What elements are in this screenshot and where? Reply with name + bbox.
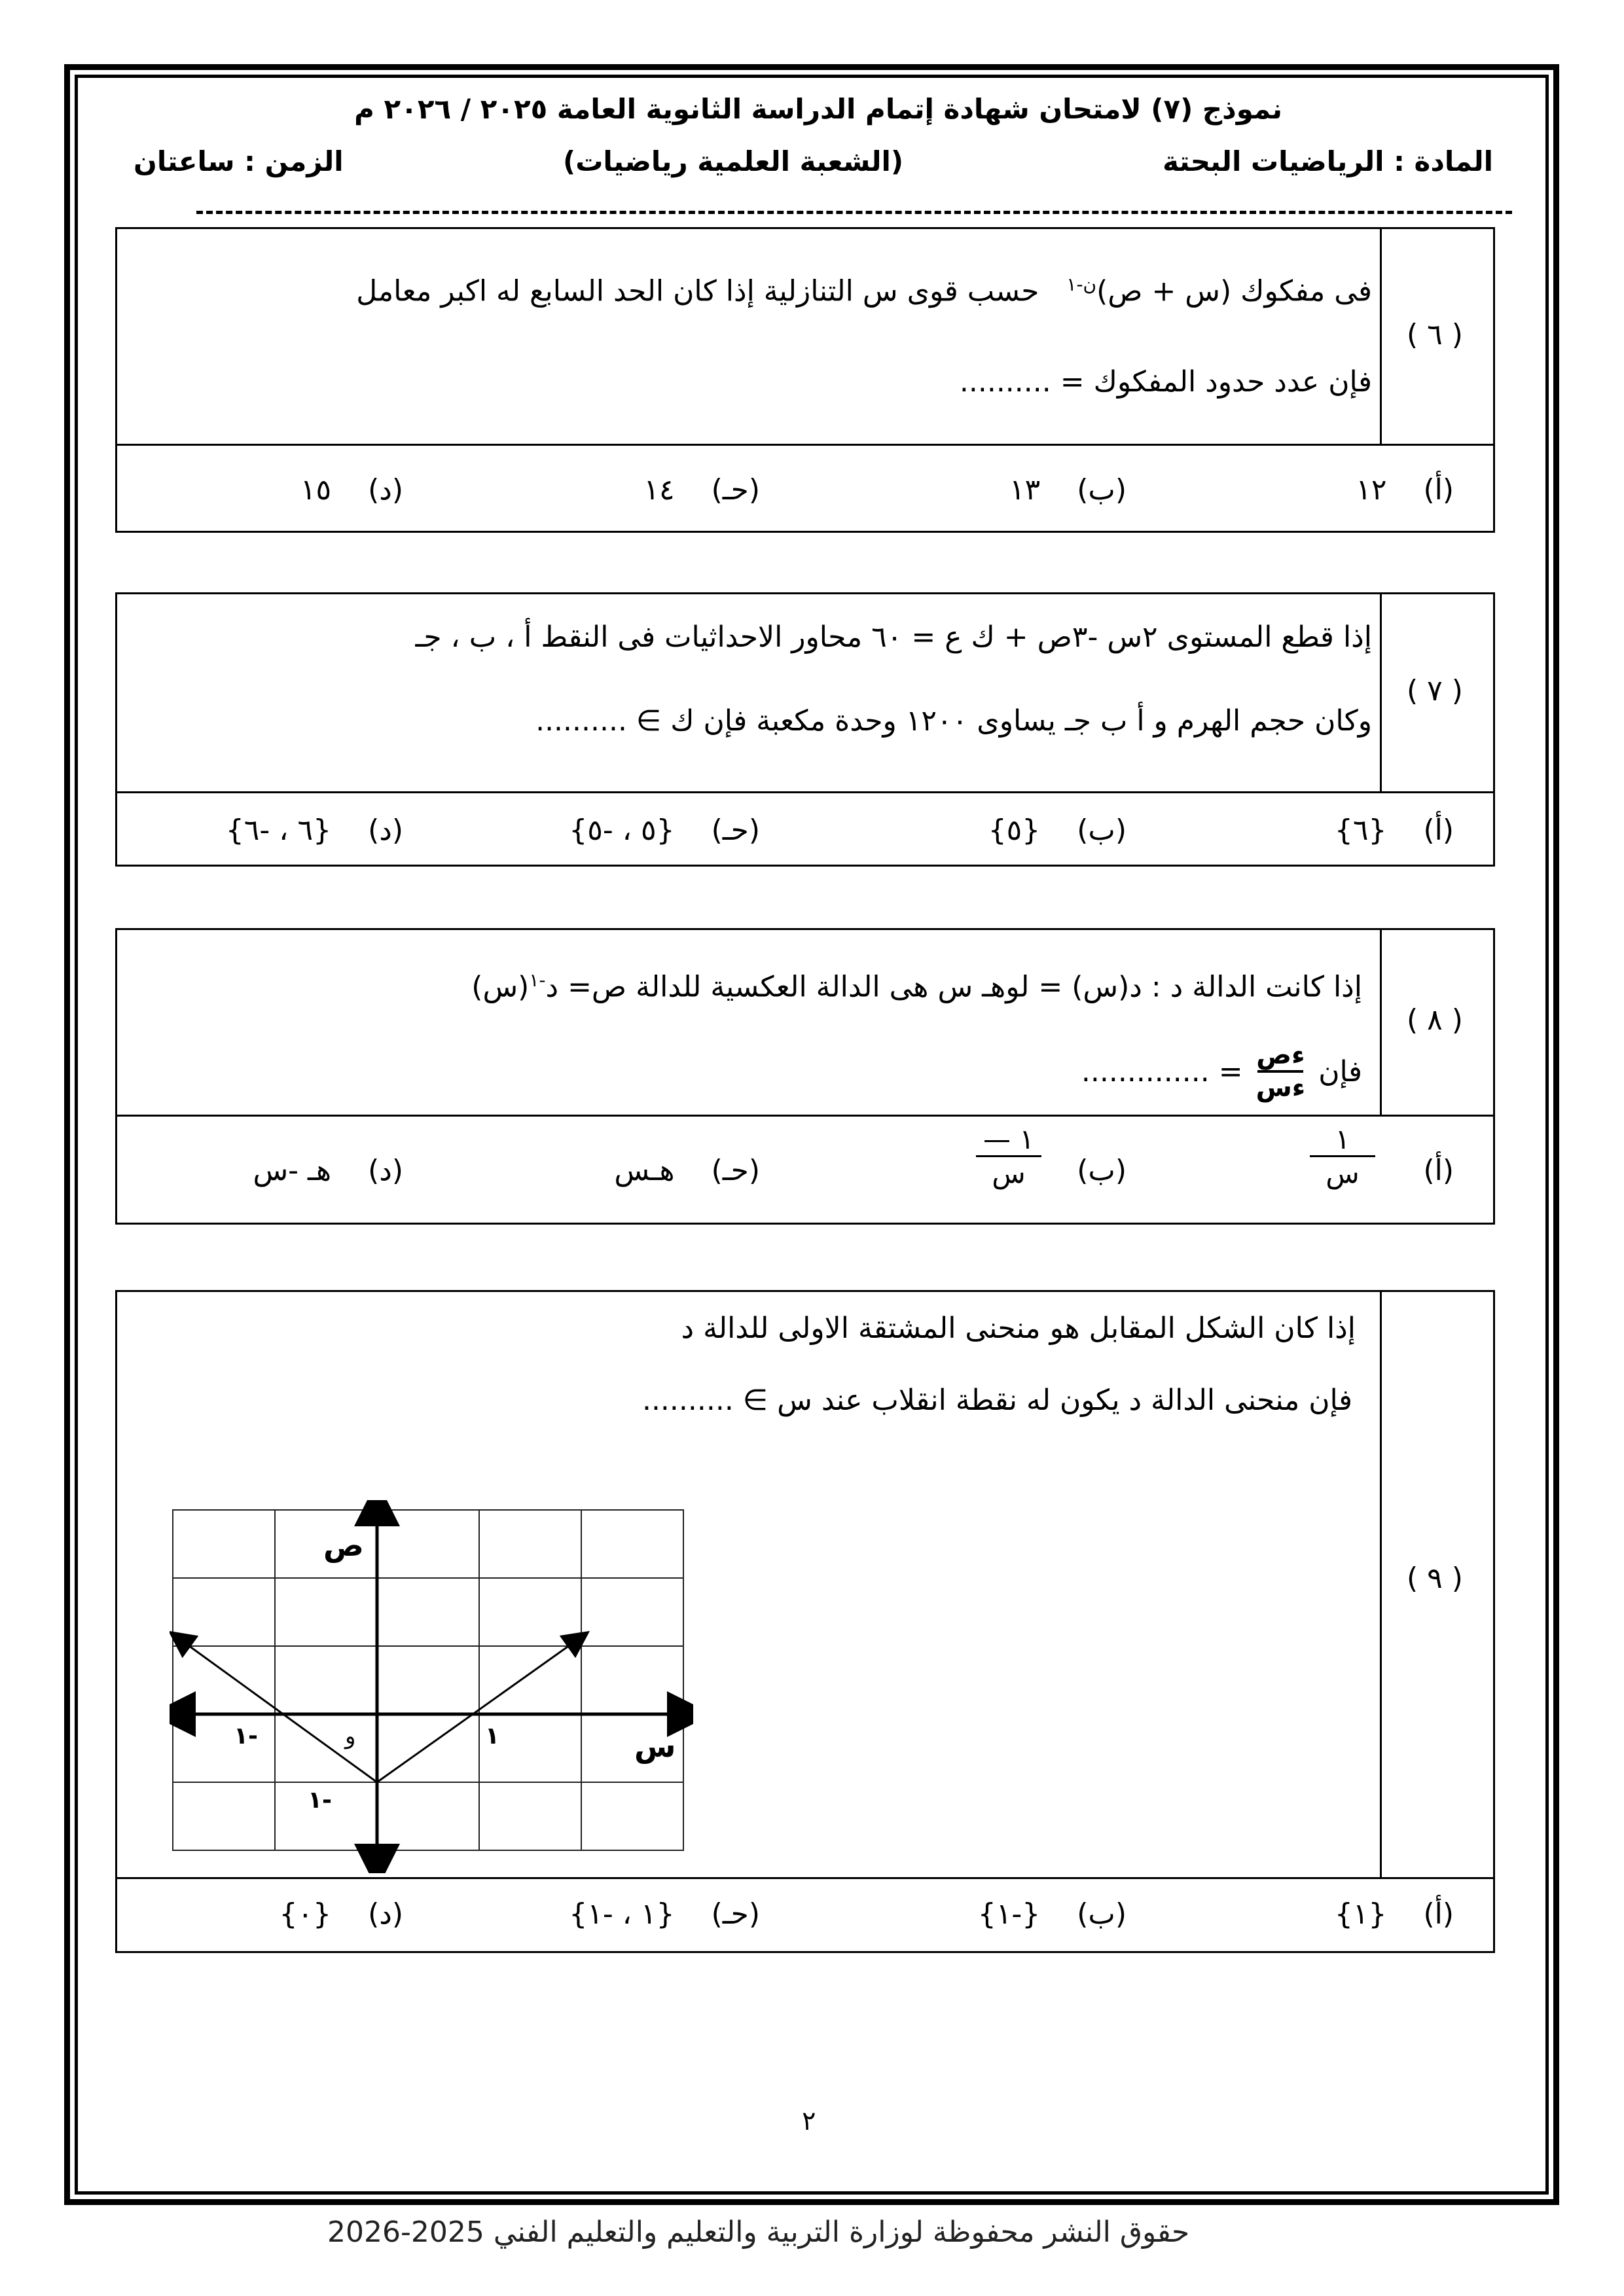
x-axis-label: س	[634, 1729, 676, 1764]
branch-label: (الشعبة العلمية رياضيات)	[563, 145, 904, 177]
question-text-line2: فإن عدد حدود المفكوك = ..........	[959, 365, 1372, 399]
question-text-line2: فإن منحنى الدالة د يكون له نقطة انقلاب عند س ∋ ..........	[641, 1384, 1352, 1417]
question-7	[115, 592, 1495, 867]
option-a[interactable]: (أ) {١}	[1334, 1897, 1454, 1931]
time-label: الزمن : ساعتان	[134, 145, 344, 177]
page-number: ٢	[802, 2106, 816, 2136]
question-text-line1: إذا كانت الدالة د : د(س) = لوهـ س هى الدالة العكسية للدالة ص= د$^{-١}$(س)	[471, 969, 1362, 1004]
option-c[interactable]: (حـ) هـس	[614, 1154, 760, 1187]
option-b[interactable]: (ب) {٥}	[988, 814, 1127, 847]
derivative-graph	[170, 1500, 693, 1873]
option-d[interactable]: (د) {٠}	[279, 1897, 403, 1931]
subject-label: المادة : الرياضيات البحتة	[1163, 145, 1493, 177]
option-b-fraction: ١ — س	[976, 1123, 1041, 1189]
x-pos-label: ١	[485, 1723, 499, 1749]
exam-title: نموذج (٧) لامتحان شهادة إتمام الدراسة الثانوية العامة ٢٠٢٥ / ٢٠٢٦ م	[354, 93, 1282, 125]
question-text-line1: فى مفكوك (س + ص)$^{ن-١}$ حسب قوى س التنازلية إذا كان الحد السابع له اكبر معامل	[356, 274, 1372, 308]
header-separator	[196, 211, 1512, 214]
question-text-line1: إذا قطع المستوى ٢س -٣ص + ك ع = ٦٠ محاور الاحداثيات فى النقط أ ، ب ، جـ	[415, 620, 1372, 654]
option-b[interactable]: (ب) ١٣	[1009, 473, 1127, 507]
question-8	[115, 928, 1495, 1225]
option-a[interactable]: (أ) {٦}	[1334, 814, 1454, 847]
question-text-line1: إذا كان الشكل المقابل هو منحنى المشتقة الاولى للدالة د	[681, 1312, 1356, 1345]
question-6	[115, 227, 1495, 533]
question-text-line2: فإن ءص ءس = ..............	[1081, 1040, 1362, 1103]
option-a-fraction: ١ س	[1310, 1123, 1375, 1189]
option-c[interactable]: (حـ) {٥ ، -٥}	[569, 814, 760, 847]
origin-label: و	[345, 1723, 356, 1749]
option-b-label[interactable]: (ب)	[1077, 1154, 1127, 1187]
question-number: ( ٨ )	[1407, 1003, 1463, 1037]
option-c[interactable]: (حـ) ١٤	[643, 473, 760, 507]
option-a[interactable]: (أ) ١٢	[1356, 473, 1454, 507]
x-neg-label: -١	[234, 1723, 258, 1749]
option-b[interactable]: (ب) {-١}	[977, 1897, 1127, 1931]
copyright-footer: حقوق النشر محفوظة لوزارة التربية والتعليم والتعليم الفني 2025-2026	[327, 2215, 1190, 2249]
option-d[interactable]: (د) {٦ ، -٦}	[225, 814, 403, 847]
y-neg-label: -١	[308, 1787, 332, 1814]
y-axis-label: ص	[323, 1528, 364, 1563]
question-number: ( ٦ )	[1407, 318, 1463, 351]
option-d[interactable]: (د) ١٥	[300, 473, 403, 507]
curve-right-branch	[377, 1639, 579, 1782]
question-9	[115, 1290, 1495, 1953]
option-c[interactable]: (حـ) {١ ، -١}	[569, 1897, 760, 1931]
question-number: ( ٧ )	[1407, 674, 1463, 708]
option-a-label[interactable]: (أ)	[1423, 1154, 1454, 1187]
option-d[interactable]: (د) هـ -س	[253, 1154, 403, 1187]
question-number: ( ٩ )	[1407, 1562, 1463, 1595]
question-text-line2: وكان حجم الهرم و أ ب جـ يساوى ١٢٠٠ وحدة مكعبة فإن ك ∋ ..........	[535, 704, 1372, 738]
curve-left-branch	[179, 1639, 377, 1782]
graph-grid	[173, 1510, 683, 1850]
